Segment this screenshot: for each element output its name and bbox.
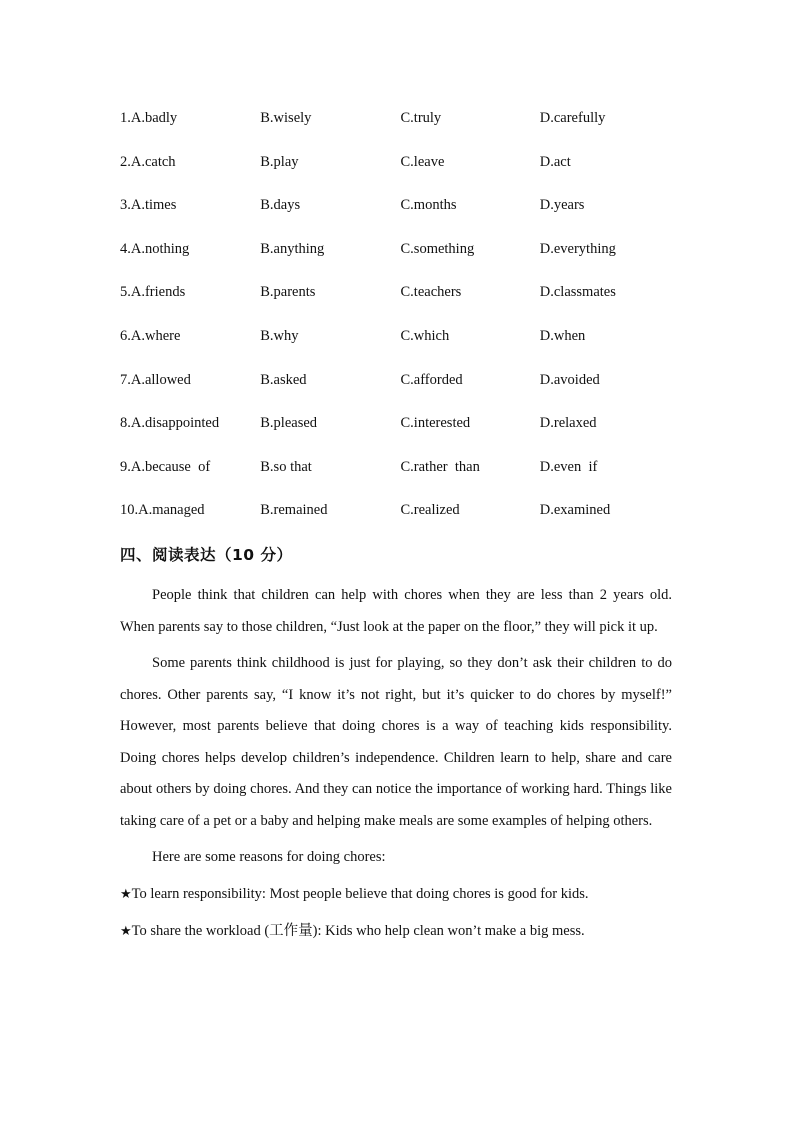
option-a <box>120 457 260 477</box>
option-b: B.wisely <box>260 110 312 126</box>
option-d: D.carefully <box>539 110 606 126</box>
question-number: 4. <box>120 240 131 257</box>
option-d: D.avoided <box>539 371 600 388</box>
question-number: 1. <box>120 110 131 126</box>
option-c: C.rather than <box>400 458 480 475</box>
option-b: B.anything <box>260 240 325 257</box>
option-a-text: A.catch <box>130 153 176 170</box>
option-row-7 <box>120 370 680 414</box>
option-b: B.days <box>260 197 301 214</box>
star-icon: ★ <box>120 924 132 939</box>
option-row-4 <box>120 239 680 283</box>
option-d: D.when <box>539 327 586 344</box>
option-a <box>120 108 260 128</box>
option-d: D.even if <box>539 458 598 475</box>
passage-paragraph-1: People think that children can help with chores when they are less than 2 years old. When parents say to those children, “Just look at the paper on the floor,” they will pick it up. <box>120 587 672 635</box>
question-number: 8. <box>120 415 131 432</box>
option-a-text: A.friends <box>130 284 186 301</box>
option-c: C.interested <box>400 415 471 432</box>
option-c: C.leave <box>400 153 445 170</box>
reason-bullet-2 <box>120 916 672 948</box>
option-a-text: A.nothing <box>130 240 190 257</box>
option-b: B.why <box>260 327 299 344</box>
option-a-text: A.badly <box>130 110 178 126</box>
option-d: D.classmates <box>539 284 616 301</box>
option-c: C.realized <box>400 502 460 519</box>
option-b: B.pleased <box>260 415 318 432</box>
reason-text: To share the workload (工作量): Kids who help clean won’t make a big mess. <box>131 923 585 939</box>
option-a-text: A.where <box>130 327 181 344</box>
option-a-text: A.times <box>130 197 177 214</box>
option-d: D.relaxed <box>539 415 597 432</box>
option-row-6 <box>120 326 680 370</box>
option-row-9 <box>120 457 680 501</box>
option-a <box>120 326 260 346</box>
option-b: B.asked <box>260 371 307 388</box>
option-c: C.which <box>400 327 450 344</box>
reading-passage <box>120 580 672 954</box>
option-d: D.years <box>539 197 585 214</box>
question-number: 5. <box>120 284 131 301</box>
option-a <box>120 152 260 172</box>
option-a <box>120 413 260 433</box>
option-row-3 <box>120 195 680 239</box>
question-number: 6. <box>120 327 131 344</box>
option-c: C.months <box>400 197 457 214</box>
passage-paragraph-2: Some parents think childhood is just for playing, so they don’t ask their children to do chores. Other parents say, “I know it’s not right, but it’s quicker to do chores by myself!” However, most parents believe that doing chores is a way of teaching kids responsibility. Doing chores helps develop children’s independence. Children learn to help, share and care about others by doing chores. And they can notice the importance of working hard. Things like taking care of a pet or a baby and helping make meals are some examples of helping others. <box>120 655 672 829</box>
option-row-5 <box>120 282 680 326</box>
answer-options-list <box>120 108 680 544</box>
section-heading: 四、阅读表达（10 分） <box>120 546 293 564</box>
option-a <box>120 282 260 302</box>
option-b: B.so that <box>260 458 312 475</box>
star-icon: ★ <box>120 886 132 902</box>
option-a-text: A.allowed <box>130 371 191 388</box>
passage-paragraph-3: Here are some reasons for doing chores: <box>152 849 386 865</box>
option-row-2 <box>120 152 680 196</box>
option-a-text: A.disappointed <box>130 415 220 432</box>
option-a <box>120 500 260 520</box>
question-number: 9. <box>120 458 131 475</box>
option-a <box>120 195 260 215</box>
option-b: B.play <box>260 153 299 170</box>
option-d: D.act <box>539 153 571 170</box>
option-b: B.remained <box>260 502 328 519</box>
option-a-text: A.managed <box>138 502 205 519</box>
option-c: C.truly <box>400 110 442 126</box>
option-a <box>120 239 260 259</box>
option-row-1 <box>120 108 680 152</box>
option-d: D.everything <box>539 240 616 257</box>
reason-bullet-1 <box>120 879 672 911</box>
option-d: D.examined <box>539 502 611 519</box>
question-number: 7. <box>120 371 131 388</box>
option-row-8 <box>120 413 680 457</box>
option-c: C.something <box>400 240 475 257</box>
question-number: 2. <box>120 153 131 170</box>
option-c: C.teachers <box>400 284 462 301</box>
option-b: B.parents <box>260 284 316 301</box>
option-c: C.afforded <box>400 371 463 388</box>
option-row-10 <box>120 500 680 544</box>
question-number: 10. <box>120 502 139 519</box>
option-a <box>120 370 260 390</box>
question-number: 3. <box>120 197 131 214</box>
option-a-text: A.because of <box>130 458 211 475</box>
reason-text: To learn responsibility: Most people believe that doing chores is good for kids. <box>131 885 589 902</box>
